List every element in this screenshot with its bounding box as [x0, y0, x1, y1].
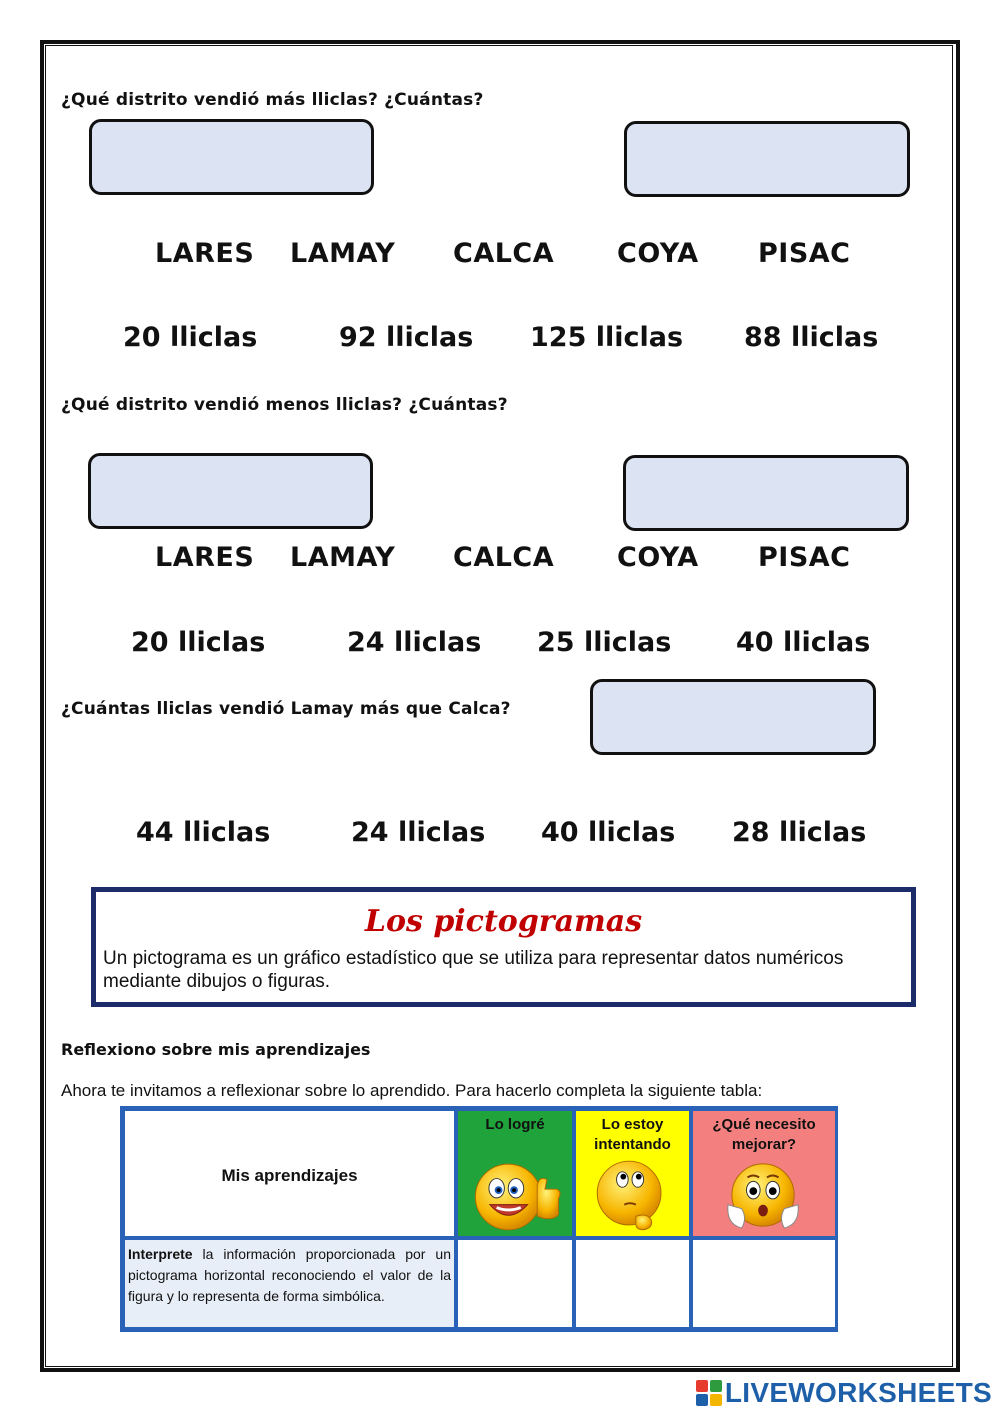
self-assessment-table — [120, 1106, 838, 1332]
district-option[interactable]: CALCA — [453, 238, 555, 269]
table-header-trying — [574, 1109, 691, 1238]
info-body: Un pictograma es un gráfico estadístico que se utiliza para representar datos numéricos mediante dibujos o figuras. — [103, 948, 844, 992]
answer-box-least-count[interactable] — [623, 455, 909, 531]
amount-option[interactable]: 88 lliclas — [744, 322, 879, 353]
district-option[interactable]: PISAC — [758, 238, 851, 269]
amount-option[interactable]: 24 lliclas — [347, 627, 482, 658]
answer-box-most-count[interactable] — [624, 121, 910, 197]
table-header-achieved — [456, 1109, 574, 1238]
amount-option[interactable]: 20 lliclas — [131, 627, 266, 658]
reflection-title: Reflexiono sobre mis aprendizajes — [61, 1040, 371, 1059]
question-least: ¿Qué distrito vendió menos lliclas? ¿Cuántas? — [61, 395, 508, 415]
table-header-improve — [691, 1109, 837, 1238]
district-option[interactable]: LARES — [155, 238, 255, 269]
question-difference: ¿Cuántas lliclas vendió Lamay más que Calca? — [61, 699, 511, 719]
district-option[interactable]: PISAC — [758, 542, 851, 573]
amount-option[interactable]: 44 lliclas — [136, 817, 271, 848]
pictogram-info-box — [91, 887, 916, 1007]
learning-description-cell — [123, 1238, 456, 1329]
col-trying-label: Lo estoy intentando — [594, 1116, 671, 1153]
worried-emoji-icon — [693, 1155, 835, 1235]
reflection-intro: Ahora te invitamos a reflexionar sobre lo aprendido. Para hacerlo completa la siguiente tabla: — [61, 1081, 763, 1100]
question-most: ¿Qué distrito vendió más lliclas? ¿Cuántas? — [61, 90, 484, 110]
amount-option[interactable]: 125 lliclas — [530, 322, 684, 353]
liveworksheets-brand — [696, 1377, 992, 1409]
thumbs-up-emoji-icon — [458, 1155, 572, 1235]
answer-box-least-district[interactable] — [88, 453, 373, 529]
table-header-learning-label: Mis aprendizajes — [221, 1166, 358, 1185]
learning-description: Interprete la información proporcionada por un pictograma horizontal reconociendo el valor de la figura y lo representa de forma simbólica. — [128, 1246, 451, 1304]
checkbox-cell-achieved[interactable] — [456, 1238, 574, 1329]
district-option[interactable]: LARES — [155, 542, 255, 573]
amount-option[interactable]: 40 lliclas — [736, 627, 871, 658]
checkbox-cell-improve[interactable] — [691, 1238, 837, 1329]
answer-box-difference[interactable] — [590, 679, 876, 755]
info-title: Los pictogramas — [364, 904, 643, 939]
amount-option[interactable]: 40 lliclas — [541, 817, 676, 848]
district-option[interactable]: COYA — [617, 542, 699, 573]
table-header-learning — [123, 1109, 456, 1238]
district-option[interactable]: CALCA — [453, 542, 555, 573]
amount-option[interactable]: 28 lliclas — [732, 817, 867, 848]
col-improve-label: ¿Qué necesito mejorar? — [712, 1116, 816, 1153]
amount-option[interactable]: 24 lliclas — [351, 817, 486, 848]
amount-option[interactable]: 25 lliclas — [537, 627, 672, 658]
district-option[interactable]: COYA — [617, 238, 699, 269]
amount-option[interactable]: 92 lliclas — [339, 322, 474, 353]
amount-option[interactable]: 20 lliclas — [123, 322, 258, 353]
checkbox-cell-trying[interactable] — [574, 1238, 691, 1329]
answer-box-most-district[interactable] — [89, 119, 374, 195]
col-achieved-label: Lo logré — [485, 1116, 545, 1133]
liveworksheets-logo-icon — [696, 1380, 722, 1406]
district-option[interactable]: LAMAY — [290, 542, 396, 573]
thinking-emoji-icon — [576, 1155, 689, 1235]
brand-name: LIVEWORKSHEETS — [724, 1377, 992, 1408]
district-option[interactable]: LAMAY — [290, 238, 396, 269]
